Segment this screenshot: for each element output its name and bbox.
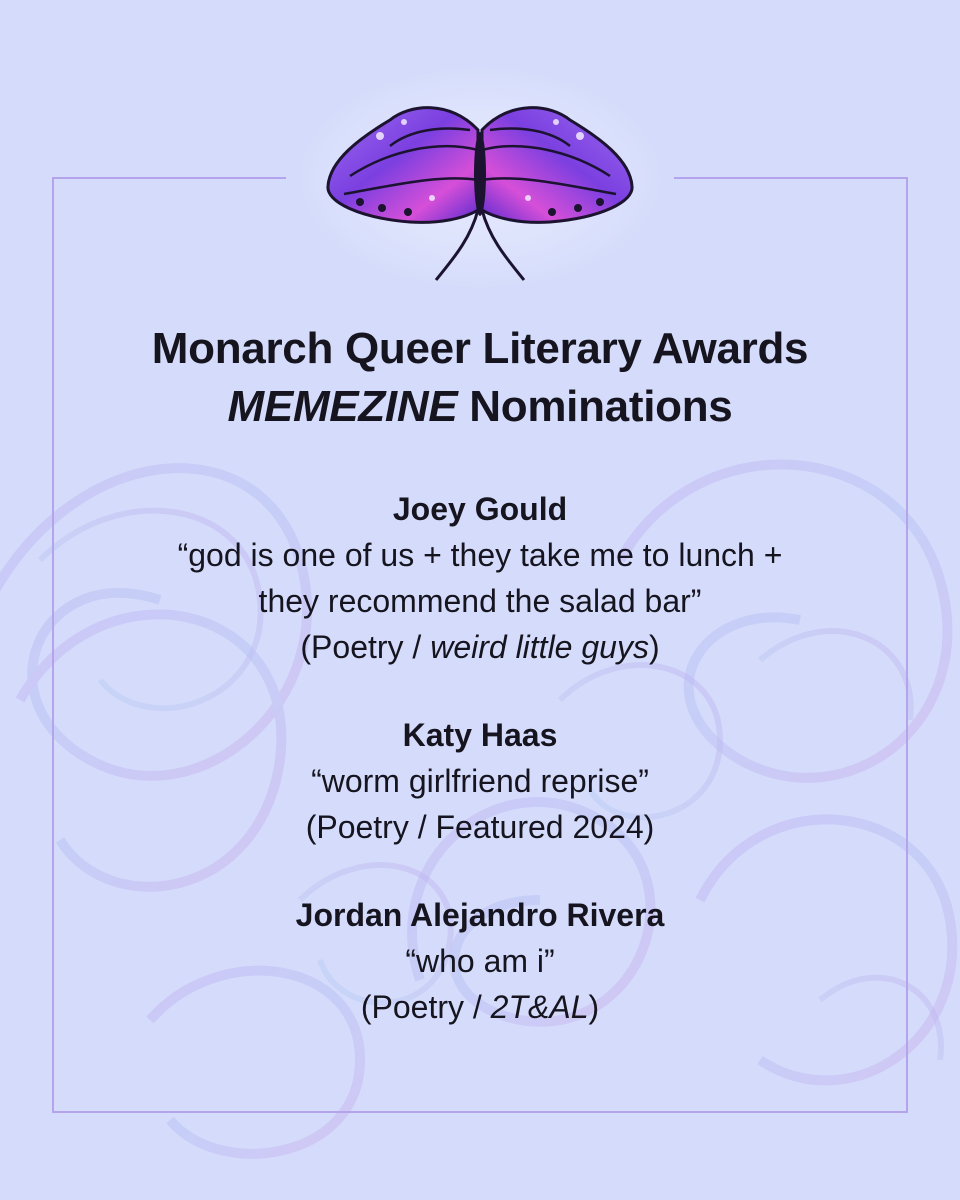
category-open: (Poetry / xyxy=(300,629,431,665)
nominee-item xyxy=(60,486,900,670)
nominee-name: Joey Gould xyxy=(392,491,568,527)
work-title-line: “worm girlfriend reprise” xyxy=(311,763,649,799)
title-italic: MEMEZINE xyxy=(227,382,458,431)
nominee-name: Jordan Alejandro Rivera xyxy=(295,897,665,933)
category-close: ) xyxy=(643,809,655,845)
work-category xyxy=(60,984,900,1030)
work-title-line: they recommend the salad bar” xyxy=(258,583,702,619)
butterfly-icon xyxy=(320,90,640,290)
page-title xyxy=(60,320,900,436)
nominee-item xyxy=(60,712,900,850)
title-rest: Nominations xyxy=(457,382,733,431)
category-italic: 2T&AL xyxy=(490,989,589,1025)
category-italic: weird little guys xyxy=(430,629,649,665)
title-line-2 xyxy=(60,378,900,436)
nominee-item xyxy=(60,892,900,1030)
category-close: ) xyxy=(648,629,660,665)
work-title-line: “god is one of us + they take me to lunch + xyxy=(177,537,783,573)
work-title-line: “who am i” xyxy=(405,943,555,979)
category-open: (Poetry / xyxy=(305,809,436,845)
category-plain: Featured 2024 xyxy=(435,809,644,845)
category-open: (Poetry / xyxy=(360,989,491,1025)
nominee-name: Katy Haas xyxy=(402,717,558,753)
title-line-1: Monarch Queer Literary Awards xyxy=(151,324,809,373)
category-close: ) xyxy=(588,989,600,1025)
announcement-content xyxy=(60,320,900,1030)
work-category xyxy=(60,624,900,670)
nominee-list xyxy=(60,486,900,1030)
work-category xyxy=(60,804,900,850)
